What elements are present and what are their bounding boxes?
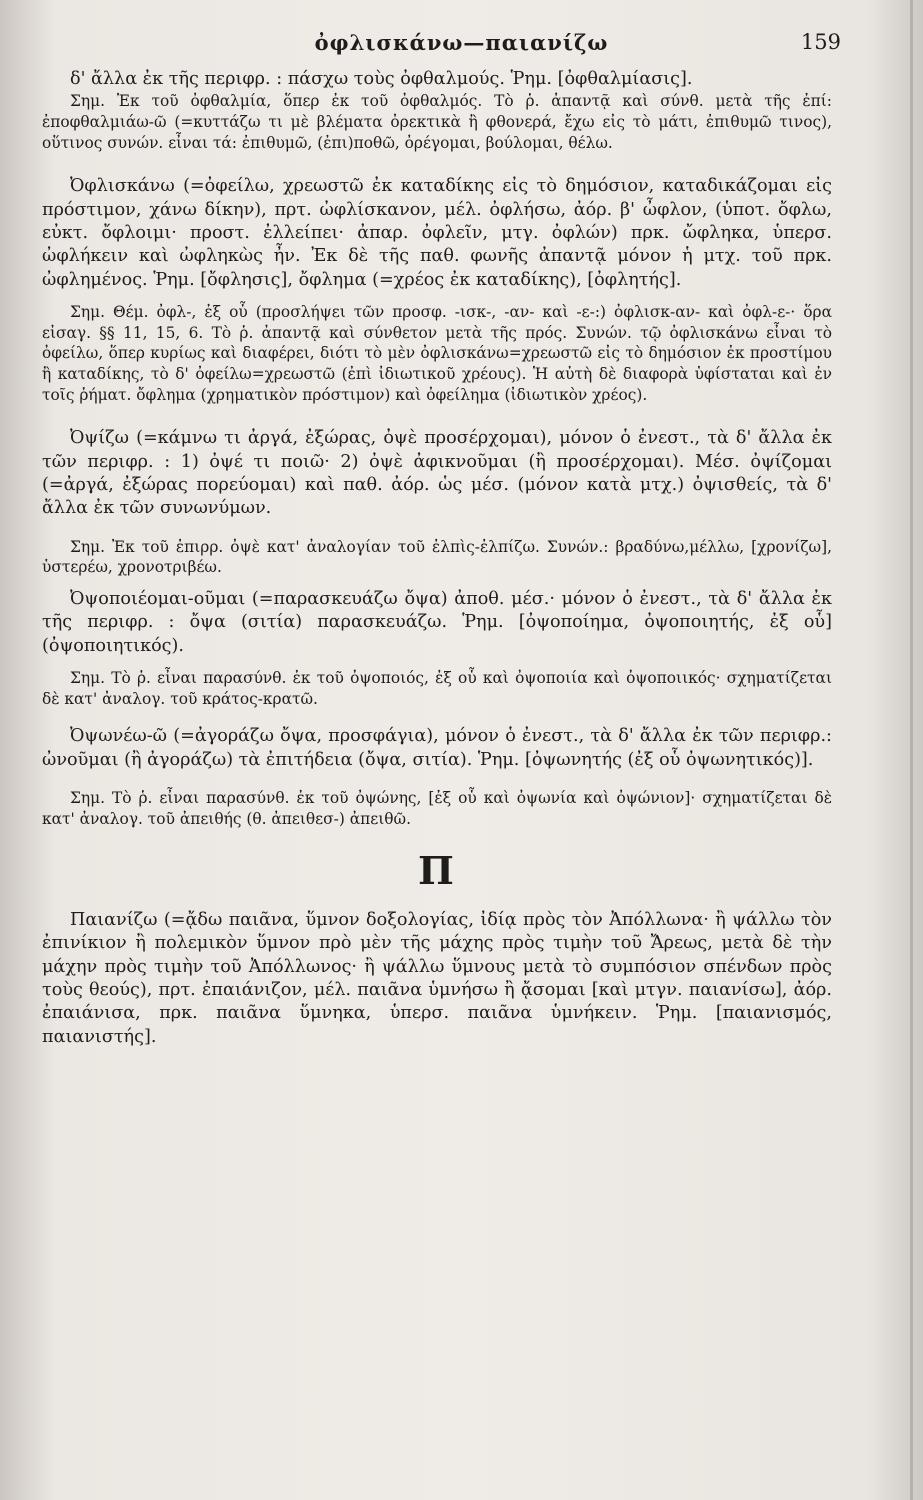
paragraph: Σημ. Θέμ. ὀφλ-, ἐξ οὗ (προσλήψει τῶν προσφ. -ισκ-, -αν- καὶ -ε-:) ὀφλισκ-αν- καὶ ὀφλ-ε-· ὅρα εἰσαγ. §§ 11, 15, 6. Τὸ ῥ. ἀπαντᾷ καὶ σύνθετον μετὰ τῆς πρός. Συνών. τῷ ὀφλισκάνω εἶναι τὸ ὀφείλω, ὅπερ κυρίως καὶ διαφέρει, διότι τὸ μὲν ὀφλισκάνω=χρεωστῶ εἰς τὸ δημόσιον ἐκ προστίμου ἢ καταδίκης, τὸ δ' ὀφείλω=χρεωστῶ (ἐπὶ ἰδιωτικοῦ χρέους). Ἡ αὐτὴ δὲ διαφορὰ ὑφίσταται καὶ ἐν τοῖς ῥήματ. ὄφλημα (χρηματικὸν πρόστιμον) καὶ ὀφείλημα (ἰδιωτικὸν χρέος).: [42, 303, 832, 404]
paragraph: Ὀφλισκάνω (=ὀφείλω, χρεωστῶ ἐκ καταδίκης εἰς τὸ δημόσιον, καταδικάζομαι εἰς πρόστιμον, χάνω δίκην), πρτ. ὠφλίσκανον, μέλ. ὀφλήσω, ἀόρ. β' ὦφλον, (ὑποτ. ὄφλω, εὐκτ. ὄφλοιμι· προστ. ἐλλείπει· ἀπαρ. ὀφλεῖν, μτγ. ὀφλών) πρκ. ὤφληκα, ὑπερσ. ὠφλήκειν καὶ ὠφληκὼς ἦν. Ἐκ δὲ τῆς παθ. φωνῆς ἀπαντᾷ μόνον ἡ μτχ. τοῦ πρκ. ὠφλημένος. Ῥημ. [ὄφλησις], ὄφλημα (=χρέος ἐκ καταδίκης), [ὀφλητής].: [42, 176, 832, 290]
paragraph: Ὀψωνέω-ῶ (=ἀγοράζω ὄψα, προσφάγια), μόνον ὁ ἐνεστ., τὰ δ' ἄλλα ἐκ τῶν περιφρ.: ὠνοῦμαι (ἢ ἀγοράζω) τὰ ἐπιτήδεια (ὄψα, σιτία). Ῥημ. [ὀψωνητής (ἐξ οὗ ὀψωνητικός)].: [42, 726, 832, 770]
paragraph: Σημ. Ἐκ τοῦ ὀφθαλμία, ὅπερ ἐκ τοῦ ὀφθαλμός. Τὸ ῥ. ἀπαντᾷ καὶ σύνθ. μετὰ τῆς ἐπί: ἐποφθαλμιάω-ῶ (=κυττάζω τι μὲ βλέματα ὀρεκτικὰ ἢ φθονερά, ἔχω εἰς τὸ μάτι, ἐπιθυμῶ τινος), οὕτινος συνών. εἶναι τά: ἐπιθυμῶ, (ἐπι)ποθῶ, ὀρέγομαι, βούλομαι, θέλω.: [42, 92, 832, 152]
paragraph: Ὀψοποιέομαι-οῦμαι (=παρασκευάζω ὄψα) ἀποθ. μέσ.· μόνον ὁ ἐνεστ., τὰ δ' ἄλλα ἐκ τῆς περιφρ. : ὄψα (σιτία) παρασκευάζω. Ῥημ. [ὀψοποίημα, ὀψοποιητής, ἐξ οὗ] (ὀψοποιητικός).: [42, 589, 832, 656]
paragraph: Ὀψίζω (=κάμνω τι ἀργά, ἐξώρας, ὀψὲ προσέρχομαι), μόνον ὁ ἐνεστ., τὰ δ' ἄλλα ἐκ τῶν περιφρ. : 1) ὀψέ τι ποιῶ· 2) ὀψὲ ἀφικνοῦμαι (ἢ προσέρχομαι). Μέσ. ὀψίζομαι (=ἀργά, ἐξώρας πορεύομαι) καὶ παθ. ἀόρ. ὡς μέσ. (μόνον κατὰ μτχ.) ὀψισθείς, τὰ δ' ἄλλα ἐκ τῶν συνωνύμων.: [42, 428, 832, 519]
page-number: 159: [800, 30, 841, 54]
paragraph-final-entry: Παιανίζω (=ᾄδω παιᾶνα, ὕμνον δοξολογίας, ἰδίᾳ πρὸς τὸν Ἀπόλλωνα· ἢ ψάλλω τὸν ἐπινίκιον ἢ πολεμικὸν ὕμνον πρὸ μὲν τῆς μάχης πρὸς τιμὴν τοῦ Ἄρεως, μετὰ δὲ τὴν μάχην πρὸς τιμὴν τοῦ Ἀπόλλωνος· ἢ ψάλλω ὕμνους μετὰ τὸ συμπόσιον σπένδων πρὸς τοὺς θεούς), πρτ. ἐπαιάνιζον, μέλ. παιᾶνα ὑμνήσω ἢ ᾄσομαι [καὶ μτγν. παιανίσω], ἀόρ. ἐπαιάνισα, πρκ. παιᾶνα ὕμνηκα, ὑπερσ. παιᾶνα ὑμνήκειν. Ῥημ. [παιανισμός, παιανιστής].: [42, 909, 832, 1047]
paragraph: Σημ. Ἐκ τοῦ ἐπιρρ. ὀψὲ κατ' ἀναλογίαν τοῦ ἐλπὶς-ἐλπίζω. Συνών.: βραδύνω,μέλλω, [χρονίζω], ὑστερέω, χρονοτριβέω.: [42, 537, 832, 577]
section-letter: Π: [418, 848, 456, 894]
page-body: [42, 68, 832, 1049]
page-edge: [910, 0, 913, 1500]
paragraph: Σημ. Τὸ ῥ. εἶναι παρασύνθ. ἐκ τοῦ ὀψοποιός, ἐξ οὗ καὶ ὀψοποιία καὶ ὀψοποιικός· σχηματίζεται δὲ κατ' ἀναλογ. τοῦ κράτος-κρατῶ.: [42, 669, 832, 708]
paragraph: δ' ἄλλα ἐκ τῆς περιφρ. : πάσχω τοὺς ὀφθαλμούς. Ῥημ. [ὀφθαλμίασις].: [70, 69, 693, 89]
running-header: [0, 24, 923, 64]
paragraph: Σημ. Τὸ ῥ. εἶναι παρασύνθ. ἐκ τοῦ ὀψώνης, [ἐξ οὗ καὶ ὀψωνία καὶ ὀψώνιον]· σχηματίζεται δὲ κατ' ἀναλογ. τοῦ ἀπειθής (θ. ἀπειθεσ-) ἀπειθῶ.: [42, 789, 832, 828]
running-title: ὀφλισκάνω—παιανίζω: [314, 30, 609, 55]
